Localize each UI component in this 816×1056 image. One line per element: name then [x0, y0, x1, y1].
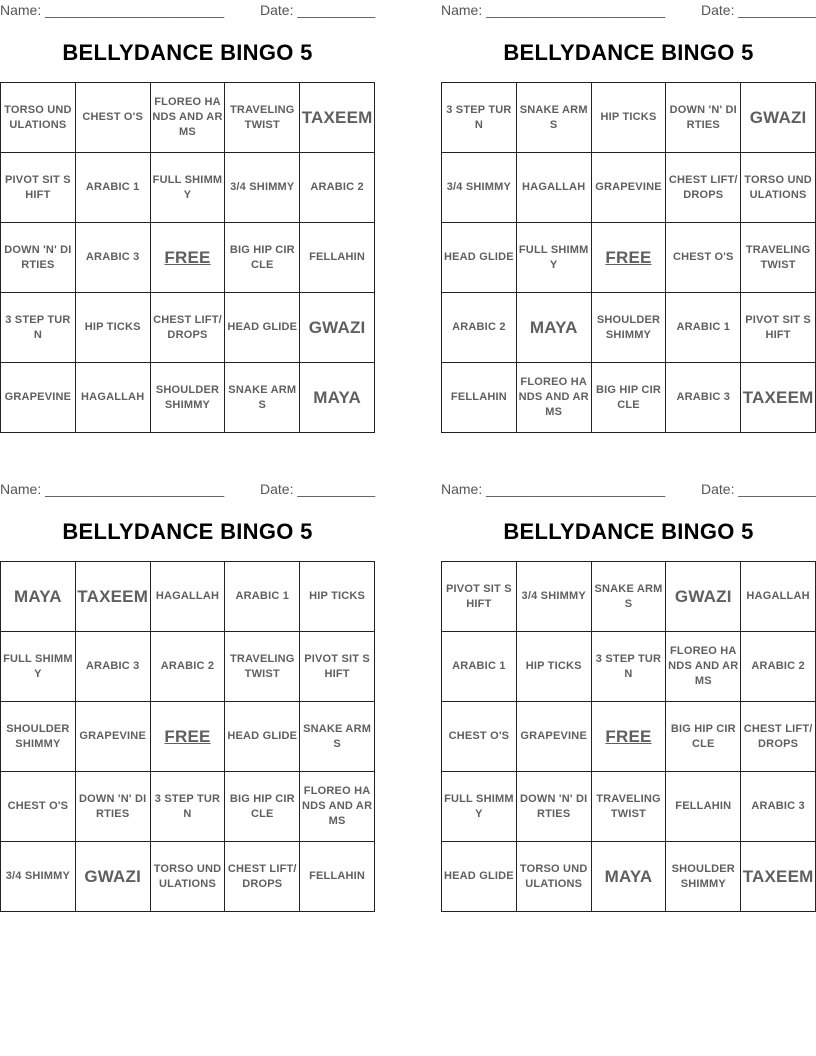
- bingo-cell[interactable]: HEAD GLIDE: [442, 842, 517, 912]
- bingo-cell[interactable]: GRAPEVINE: [517, 702, 592, 772]
- bingo-cell[interactable]: HIP TICKS: [300, 562, 375, 632]
- bingo-cell[interactable]: TAXEEM: [76, 562, 151, 632]
- card-title: BELLYDANCE BINGO 5: [503, 40, 754, 65]
- bingo-cell[interactable]: TORSO UNDULATIONS: [741, 153, 816, 223]
- bingo-cell[interactable]: CHEST LIFT/DROPS: [666, 153, 741, 223]
- bingo-cell[interactable]: CHEST LIFT/DROPS: [225, 842, 300, 912]
- bingo-cell[interactable]: TRAVELING TWIST: [592, 772, 667, 842]
- bingo-cell[interactable]: TORSO UNDULATIONS: [1, 83, 76, 153]
- name-date-line: [441, 481, 816, 499]
- bingo-cell[interactable]: TORSO UNDULATIONS: [517, 842, 592, 912]
- bingo-cell[interactable]: HAGALLAH: [517, 153, 592, 223]
- bingo-cell[interactable]: BIG HIP CIRCLE: [225, 223, 300, 293]
- bingo-cell[interactable]: CHEST O'S: [666, 223, 741, 293]
- bingo-cell[interactable]: GRAPEVINE: [1, 363, 76, 433]
- bingo-cell[interactable]: MAYA: [1, 562, 76, 632]
- bingo-cell[interactable]: BIG HIP CIRCLE: [666, 702, 741, 772]
- bingo-cell[interactable]: CHEST O'S: [76, 83, 151, 153]
- bingo-cell[interactable]: ARABIC 1: [76, 153, 151, 223]
- bingo-cell[interactable]: FLOREO HANDS AND ARMS: [151, 83, 226, 153]
- free-space-cell[interactable]: FREE: [151, 702, 226, 772]
- name-field[interactable]: Name: _______________________: [0, 2, 225, 18]
- bingo-cell[interactable]: SHOULDER SHIMMY: [592, 293, 667, 363]
- bingo-cell[interactable]: BIG HIP CIRCLE: [592, 363, 667, 433]
- bingo-cell[interactable]: FLOREO HANDS AND ARMS: [517, 363, 592, 433]
- bingo-cell[interactable]: HEAD GLIDE: [225, 293, 300, 363]
- bingo-cell[interactable]: ARABIC 3: [76, 632, 151, 702]
- name-field[interactable]: Name: _______________________: [0, 481, 225, 497]
- bingo-cell[interactable]: ARABIC 3: [76, 223, 151, 293]
- bingo-cell[interactable]: PIVOT SIT SHIFT: [741, 293, 816, 363]
- bingo-cell[interactable]: ARABIC 1: [225, 562, 300, 632]
- card-title: BELLYDANCE BINGO 5: [62, 40, 313, 65]
- bingo-cell[interactable]: HAGALLAH: [741, 562, 816, 632]
- bingo-cell[interactable]: GWAZI: [300, 293, 375, 363]
- bingo-cell[interactable]: SHOULDER SHIMMY: [151, 363, 226, 433]
- bingo-cell[interactable]: SNAKE ARMS: [592, 562, 667, 632]
- bingo-cell[interactable]: ARABIC 2: [151, 632, 226, 702]
- bingo-cell[interactable]: GRAPEVINE: [76, 702, 151, 772]
- bingo-cell[interactable]: GWAZI: [666, 562, 741, 632]
- bingo-grid: [441, 561, 816, 912]
- bingo-cell[interactable]: CHEST LIFT/DROPS: [741, 702, 816, 772]
- bingo-grid: [441, 82, 816, 433]
- name-date-line: [441, 2, 816, 20]
- bingo-cell[interactable]: DOWN 'N' DIRTIES: [1, 223, 76, 293]
- bingo-cell[interactable]: SNAKE ARMS: [300, 702, 375, 772]
- bingo-cell[interactable]: SHOULDER SHIMMY: [1, 702, 76, 772]
- bingo-cell[interactable]: FULL SHIMMY: [151, 153, 226, 223]
- bingo-cell[interactable]: PIVOT SIT SHIFT: [300, 632, 375, 702]
- bingo-grid: [0, 561, 375, 912]
- bingo-grid: [0, 82, 375, 433]
- bingo-cell[interactable]: ARABIC 1: [442, 632, 517, 702]
- bingo-cell[interactable]: HAGALLAH: [76, 363, 151, 433]
- bingo-cell[interactable]: 3/4 SHIMMY: [442, 153, 517, 223]
- bingo-cell[interactable]: FELLAHIN: [300, 223, 375, 293]
- bingo-cell[interactable]: FELLAHIN: [442, 363, 517, 433]
- bingo-cell[interactable]: HEAD GLIDE: [442, 223, 517, 293]
- bingo-cell[interactable]: CHEST O'S: [1, 772, 76, 842]
- bingo-cell[interactable]: TAXEEM: [741, 363, 816, 433]
- bingo-cell[interactable]: MAYA: [592, 842, 667, 912]
- bingo-cell[interactable]: PIVOT SIT SHIFT: [1, 153, 76, 223]
- bingo-cell[interactable]: HIP TICKS: [517, 632, 592, 702]
- name-date-line: [0, 2, 375, 20]
- bingo-cell[interactable]: HIP TICKS: [76, 293, 151, 363]
- bingo-cell[interactable]: TRAVELING TWIST: [741, 223, 816, 293]
- bingo-cell[interactable]: 3 STEP TURN: [151, 772, 226, 842]
- bingo-cell[interactable]: HAGALLAH: [151, 562, 226, 632]
- bingo-cell[interactable]: TAXEEM: [300, 83, 375, 153]
- date-field[interactable]: Date: __________: [701, 481, 816, 497]
- date-field[interactable]: Date: __________: [260, 481, 376, 497]
- bingo-cell[interactable]: GWAZI: [76, 842, 151, 912]
- bingo-cell[interactable]: HEAD GLIDE: [225, 702, 300, 772]
- bingo-cell[interactable]: FULL SHIMMY: [517, 223, 592, 293]
- bingo-cell[interactable]: SNAKE ARMS: [517, 83, 592, 153]
- bingo-cell[interactable]: ARABIC 3: [741, 772, 816, 842]
- bingo-cell[interactable]: DOWN 'N' DIRTIES: [76, 772, 151, 842]
- bingo-cell[interactable]: ARABIC 2: [741, 632, 816, 702]
- bingo-cell[interactable]: CHEST O'S: [442, 702, 517, 772]
- bingo-cell[interactable]: FELLAHIN: [666, 772, 741, 842]
- bingo-cell[interactable]: ARABIC 2: [300, 153, 375, 223]
- bingo-cell[interactable]: ARABIC 2: [442, 293, 517, 363]
- bingo-cell[interactable]: GWAZI: [741, 83, 816, 153]
- bingo-cell[interactable]: SHOULDER SHIMMY: [666, 842, 741, 912]
- bingo-cell[interactable]: GRAPEVINE: [592, 153, 667, 223]
- bingo-cell[interactable]: 3 STEP TURN: [592, 632, 667, 702]
- bingo-cell[interactable]: FLOREO HANDS AND ARMS: [666, 632, 741, 702]
- date-field[interactable]: Date: __________: [260, 2, 376, 18]
- bingo-cell[interactable]: DOWN 'N' DIRTIES: [666, 83, 741, 153]
- bingo-cell[interactable]: MAYA: [300, 363, 375, 433]
- bingo-cell[interactable]: DOWN 'N' DIRTIES: [517, 772, 592, 842]
- card-title: BELLYDANCE BINGO 5: [503, 519, 754, 544]
- name-date-line: [0, 481, 375, 499]
- name-field[interactable]: Name: _______________________: [441, 481, 666, 497]
- name-field[interactable]: Name: _______________________: [441, 2, 666, 18]
- date-field[interactable]: Date: __________: [701, 2, 816, 18]
- bingo-cell[interactable]: TAXEEM: [741, 842, 816, 912]
- bingo-cell[interactable]: TRAVELING TWIST: [225, 83, 300, 153]
- bingo-cell[interactable]: ARABIC 3: [666, 363, 741, 433]
- bingo-cell[interactable]: ARABIC 1: [666, 293, 741, 363]
- bingo-cell[interactable]: 3 STEP TURN: [1, 293, 76, 363]
- bingo-cell[interactable]: MAYA: [517, 293, 592, 363]
- bingo-cell[interactable]: BIG HIP CIRCLE: [225, 772, 300, 842]
- bingo-cell[interactable]: FULL SHIMMY: [1, 632, 76, 702]
- bingo-cell[interactable]: 3/4 SHIMMY: [225, 153, 300, 223]
- bingo-cell[interactable]: HIP TICKS: [592, 83, 667, 153]
- bingo-cell[interactable]: TRAVELING TWIST: [225, 632, 300, 702]
- bingo-cell[interactable]: 3/4 SHIMMY: [1, 842, 76, 912]
- bingo-cell[interactable]: SNAKE ARMS: [225, 363, 300, 433]
- bingo-cell[interactable]: FLOREO HANDS AND ARMS: [300, 772, 375, 842]
- bingo-cell[interactable]: 3/4 SHIMMY: [517, 562, 592, 632]
- bingo-cell[interactable]: TORSO UNDULATIONS: [151, 842, 226, 912]
- bingo-cell[interactable]: PIVOT SIT SHIFT: [442, 562, 517, 632]
- free-space-cell[interactable]: FREE: [151, 223, 226, 293]
- bingo-cell[interactable]: 3 STEP TURN: [442, 83, 517, 153]
- bingo-cell[interactable]: FULL SHIMMY: [442, 772, 517, 842]
- free-space-cell[interactable]: FREE: [592, 223, 667, 293]
- free-space-cell[interactable]: FREE: [592, 702, 667, 772]
- bingo-cell[interactable]: CHEST LIFT/DROPS: [151, 293, 226, 363]
- bingo-cell[interactable]: FELLAHIN: [300, 842, 375, 912]
- card-title: BELLYDANCE BINGO 5: [62, 519, 313, 544]
